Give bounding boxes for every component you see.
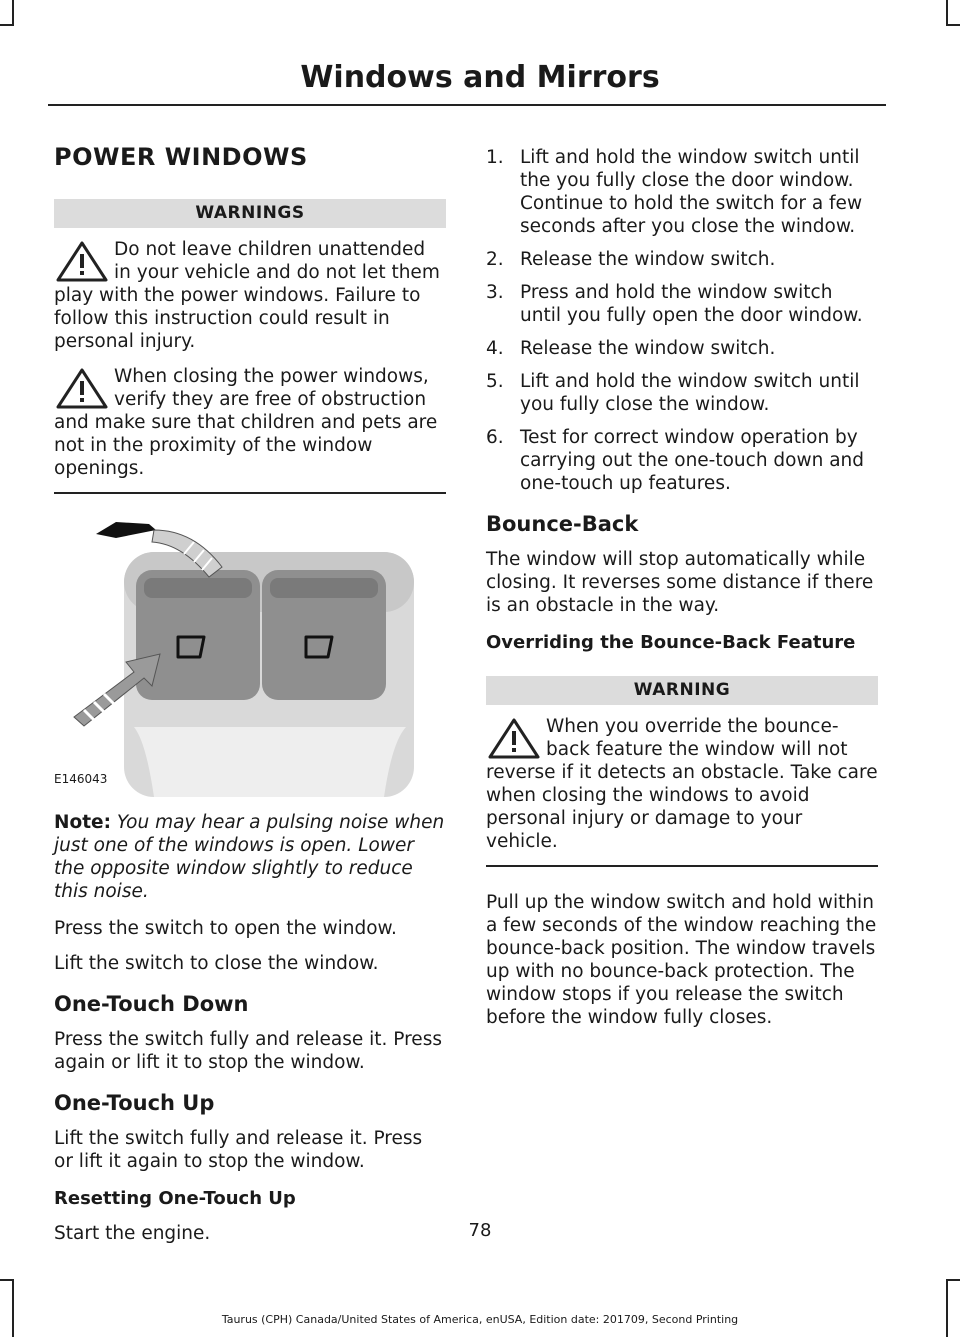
warning-text: When you override the bounce-back feature the window will not reverse if it detects an obstacle. Take care when closing the windows to avoid personal injury or damage to your vehicle. xyxy=(486,716,878,852)
left-column xyxy=(54,140,446,1257)
crop-mark xyxy=(946,1281,948,1337)
step-number: 5. xyxy=(486,371,504,392)
list-item xyxy=(486,426,878,495)
warning-triangle-icon xyxy=(486,717,542,761)
list-item xyxy=(486,281,878,327)
step-number: 6. xyxy=(486,427,504,448)
warning-text: When closing the power windows, verify they are free of obstruction and make sure that children and pets are not in the proximity of the window openings. xyxy=(54,366,438,479)
page-header-title: Windows and Mirrors xyxy=(300,60,660,95)
step-text: Press and hold the window switch until you fully open the door window. xyxy=(520,282,863,326)
heading-overriding: Overriding the Bounce-Back Feature xyxy=(486,632,856,653)
step-number: 3. xyxy=(486,282,504,303)
list-item xyxy=(486,146,878,238)
step-number: 1. xyxy=(486,147,504,168)
paragraph-open: Press the switch to open the window. xyxy=(54,918,397,939)
crop-mark xyxy=(946,1279,960,1281)
figure-code: E146043 xyxy=(54,772,108,786)
step-number: 4. xyxy=(486,338,504,359)
warning-end-rule xyxy=(54,492,446,494)
warning-text: Do not leave children unattended in your vehicle and do not let them play with the power windows. Failure to follow this instruction could result in personal injury. xyxy=(54,239,440,352)
heading-one-touch-down: One-Touch Down xyxy=(54,992,249,1016)
section-title: POWER WINDOWS xyxy=(54,143,308,171)
paragraph-one-touch-up: Lift the switch fully and release it. Press or lift it again to stop the window. xyxy=(54,1128,423,1172)
crop-mark xyxy=(0,24,14,26)
header-rule xyxy=(48,104,886,106)
step-text: Release the window switch. xyxy=(520,249,776,270)
paragraph-resetting: Start the engine. xyxy=(54,1223,211,1244)
note-text: You may hear a pulsing noise when just one of the windows is open. Lower the opposite window slightly to reduce this noise. xyxy=(54,812,445,902)
warning-item xyxy=(486,715,878,853)
paragraph-bounce-back: The window will stop automatically while closing. It reverses some distance if there is an obstacle in the way. xyxy=(486,549,874,616)
warning-item xyxy=(54,365,446,480)
step-text: Lift and hold the window switch until you fully close the window. xyxy=(520,371,860,415)
crop-mark xyxy=(12,0,14,26)
list-item xyxy=(486,248,878,271)
warning-item xyxy=(54,238,446,353)
page-number: 78 xyxy=(468,1220,492,1241)
heading-one-touch-up: One-Touch Up xyxy=(54,1091,215,1115)
crop-mark xyxy=(12,1281,14,1337)
heading-resetting: Resetting One-Touch Up xyxy=(54,1188,296,1209)
warning-heading: WARNING xyxy=(486,676,878,705)
crop-mark xyxy=(946,24,960,26)
crop-mark xyxy=(946,0,948,26)
crop-mark xyxy=(0,1279,14,1281)
warning-triangle-icon xyxy=(54,367,110,411)
warning-triangle-icon xyxy=(54,240,110,284)
paragraph-pull-up: Pull up the window switch and hold within a few seconds of the window reaching the bounce-back position. The window travels up with no bounce-back protection. The window stops if you release the switch before the window fully closes. xyxy=(486,892,877,1028)
note xyxy=(54,811,446,903)
paragraph-one-touch-down: Press the switch fully and release it. Press again or lift it to stop the window. xyxy=(54,1029,442,1073)
step-number: 2. xyxy=(486,249,504,270)
steps-list xyxy=(486,146,878,495)
window-switch-figure xyxy=(54,512,446,797)
paragraph-close: Lift the switch to close the window. xyxy=(54,953,379,974)
step-text: Release the window switch. xyxy=(520,338,776,359)
warnings-heading: WARNINGS xyxy=(54,199,446,228)
window-switch-illustration xyxy=(54,512,446,797)
warning-end-rule xyxy=(486,865,878,867)
right-column xyxy=(486,146,878,1041)
step-text: Test for correct window operation by carrying out the one-touch down and one-touch up features. xyxy=(520,427,865,494)
footer-edition: Taurus (CPH) Canada/United States of America, enUSA, Edition date: 201709, Second Printing xyxy=(221,1313,739,1326)
list-item xyxy=(486,337,878,360)
step-text: Lift and hold the window switch until the you fully close the door window. Continue to hold the switch for a few seconds after you close the window. xyxy=(520,147,863,237)
heading-bounce-back: Bounce-Back xyxy=(486,512,639,536)
note-label: Note: xyxy=(54,812,111,833)
list-item xyxy=(486,370,878,416)
